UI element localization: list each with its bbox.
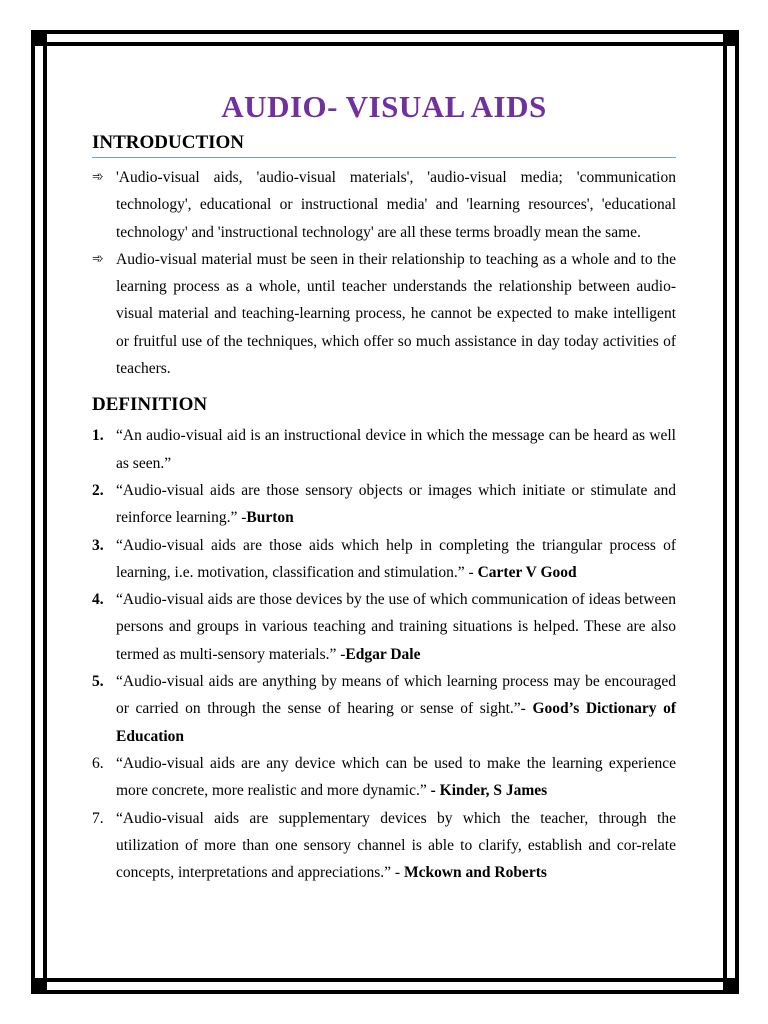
definition-text: “Audio-visual aids are anything by means of which learning process may be encouraged or carried on through the sense of hearing or sense of sight.”-	[116, 673, 676, 718]
definition-item	[92, 422, 676, 477]
definition-heading: DEFINITION	[92, 394, 208, 416]
introduction-list	[92, 164, 676, 382]
definition-author: Carter V Good	[477, 563, 577, 581]
definition-number: 6.	[92, 754, 104, 772]
introduction-paragraph-text: Audio-visual material must be seen in their relationship to teaching as a whole and to the learning process as a whole, until teacher understands the relationship between audio-visual material and teaching-learning process, he cannot be expected to make intelligent or fruitful use of the techniques, which offer so much assistance in day today activities of teachers.	[116, 250, 676, 378]
definition-author: Good’s Dictionary of Education	[116, 700, 676, 745]
definition-text: “Audio-visual aids are supplementary devices by which the teacher, through the utilization of more than one sensory channel is able to clarify, establish and cor-relate concepts, interpretations and appreciations.” -	[116, 809, 676, 882]
arrow-bullet-icon: ➾	[92, 250, 104, 267]
definition-number: 1.	[92, 427, 104, 445]
definition-item	[92, 805, 676, 887]
definition-text: “Audio-visual aids are any device which can be used to make the learning experience more concrete, more realistic and more dynamic.”	[116, 754, 676, 800]
definition-item	[92, 477, 676, 532]
definition-author: - Kinder, S James	[430, 782, 548, 800]
document-content	[92, 86, 676, 886]
definition-item	[92, 586, 676, 668]
arrow-bullet-icon: ➾	[92, 169, 104, 185]
introduction-paragraph	[92, 246, 676, 382]
definition-number: 7.	[92, 809, 104, 827]
introduction-paragraph	[92, 164, 676, 246]
definition-text: “Audio-visual aids are those sensory objects or images which initiate or stimulate and reinforce learning.” -	[116, 481, 676, 527]
definition-author: Burton	[246, 509, 294, 527]
corner-accent-bottom-right	[723, 978, 739, 994]
document-title: AUDIO- VISUAL AIDS	[221, 89, 547, 124]
definition-author: Edgar Dale	[345, 645, 421, 663]
introduction-paragraph-text: 'Audio-visual aids, 'audio-visual materials', 'audio-visual media; 'communication technology', educational or instructional media' and 'learning resources', 'educational technology' and 'instructional technology' are all these terms broadly mean the same.	[116, 169, 676, 241]
definition-item	[92, 668, 676, 750]
definition-item	[92, 750, 676, 805]
definition-number: 5.	[92, 673, 104, 691]
definition-text: “An audio-visual aid is an instructional device in which the message can be heard as well as seen.”	[116, 427, 676, 472]
definition-author: Mckown and Roberts	[403, 864, 547, 882]
definition-list	[92, 422, 676, 886]
introduction-heading: INTRODUCTION	[92, 130, 676, 158]
definition-text: “Audio-visual aids are those aids which help in completing the triangular process of learning, i.e. motivation, classification and stimulation.” -	[116, 536, 676, 581]
corner-accent-top-left	[31, 30, 47, 46]
definition-item	[92, 532, 676, 587]
definition-number: 4.	[92, 591, 104, 609]
definition-text: “Audio-visual aids are those devices by the use of which communication of ideas between persons and groups in various teaching and training situations is helped. These are also termed as multi-sensory materials.” -	[116, 591, 676, 663]
definition-number: 2.	[92, 481, 104, 499]
corner-accent-top-right	[723, 30, 739, 46]
definition-number: 3.	[92, 536, 104, 554]
corner-accent-bottom-left	[31, 978, 47, 994]
